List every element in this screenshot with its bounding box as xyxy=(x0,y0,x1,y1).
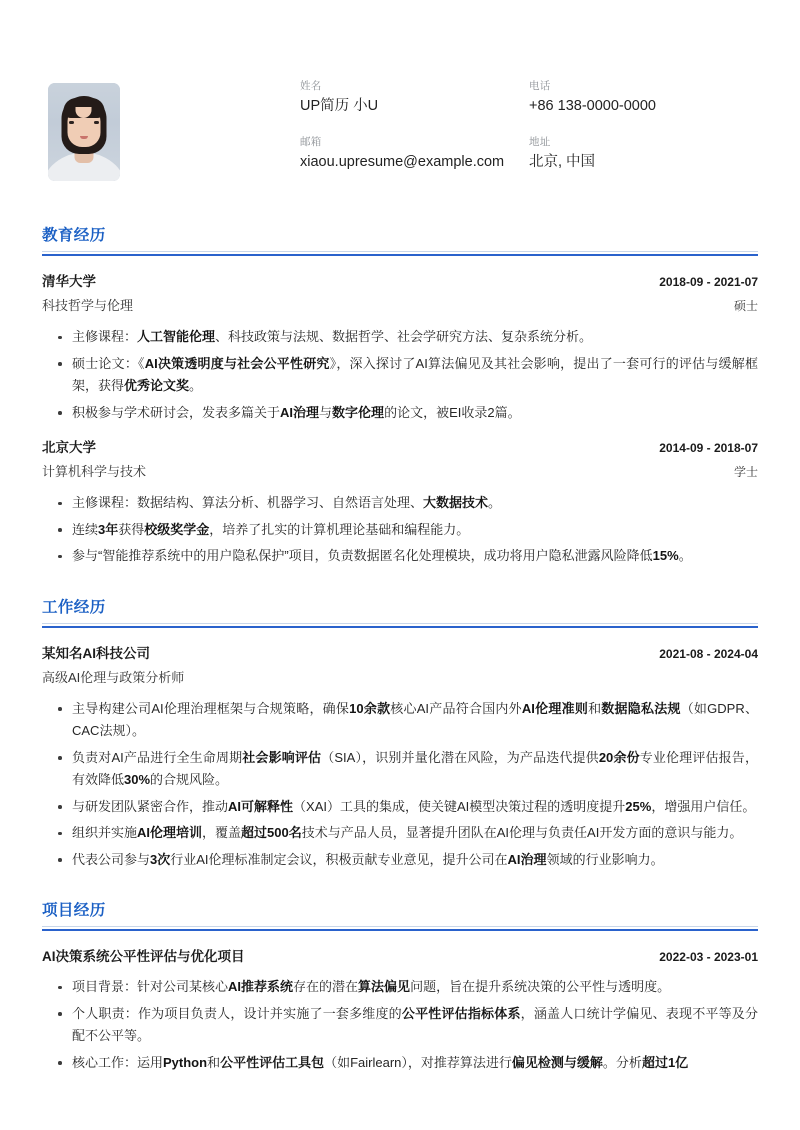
contact-value-name: UP简历 小U xyxy=(300,98,379,114)
entry-role: 计算机科学与技术 xyxy=(42,464,147,479)
entry-date-range: 2014-09 - 2018-07 xyxy=(659,441,758,455)
contact-field-name xyxy=(300,78,529,116)
entry-left xyxy=(42,272,133,317)
entry-left xyxy=(42,438,146,483)
bullet-item: 硕士论文：《AI决策透明度与社会公平性研究》，深入探讨了AI算法偏见及其社会影响，提出了一套可行的评估与缓解框架，获得优秀论文奖。 xyxy=(42,353,758,398)
section-divider xyxy=(42,251,758,256)
entry-degree: 学士 xyxy=(733,465,758,479)
entry-degree: 硕士 xyxy=(733,299,758,313)
bullet-item: 组织并实施AI伦理培训，覆盖超过500名技术与产品人员，显著提升团队在AI伦理与负责任AI开发方面的意识与能力。 xyxy=(42,822,758,845)
contact-value-email: xiaou.upresume@example.com xyxy=(300,154,505,170)
entry-right xyxy=(659,272,758,317)
entry-header xyxy=(42,644,758,689)
entry-organization: AI决策系统公平性评估与优化项目 xyxy=(42,949,245,964)
entry-organization: 某知名AI科技公司 xyxy=(42,645,150,661)
entry xyxy=(42,272,758,424)
entry-left xyxy=(42,644,184,689)
portrait-fringe xyxy=(64,98,105,118)
bullet-item: 个人职责：作为项目负责人，设计并实施了一套多维度的公平性评估指标体系，涵盖人口统计学偏见、表现不平等及分配不公平等。 xyxy=(42,1003,758,1048)
bullet-item: 积极参与学术研讨会，发表多篇关于AI治理与数字伦理的论文，被EI收录2篇。 xyxy=(42,402,758,425)
bullet-list xyxy=(42,976,758,1074)
bullet-item: 连续3年获得校级奖学金，培养了扎实的计算机理论基础和编程能力。 xyxy=(42,519,758,542)
profile-photo xyxy=(48,83,120,181)
bullet-list xyxy=(42,492,758,568)
entry-date-range: 2018-09 - 2021-07 xyxy=(659,275,758,289)
entry xyxy=(42,644,758,872)
entry-left xyxy=(42,947,245,967)
bullet-item: 主导构建公司AI伦理治理框架与合规策略，确保10余款核心AI产品符合国内外AI伦理准则和数据隐私法规（如GDPR、CAC法规）。 xyxy=(42,698,758,743)
entry-role: 科技哲学与伦理 xyxy=(42,298,134,313)
bullet-item: 负责对AI产品进行全生命周期社会影响评估（SIA），识别并量化潜在风险，为产品迭代提供20余份专业伦理评估报告，有效降低30%的合规风险。 xyxy=(42,747,758,792)
bullet-item: 主修课程：数据结构、算法分析、机器学习、自然语言处理、大数据技术。 xyxy=(42,492,758,515)
resume-header xyxy=(42,70,758,190)
entry xyxy=(42,438,758,568)
section-0 xyxy=(42,226,758,568)
section-divider xyxy=(42,623,758,628)
contact-field-email xyxy=(300,134,529,172)
portrait-image xyxy=(48,83,120,181)
resume-sections xyxy=(42,226,758,1074)
entry-date-range: 2021-08 - 2024-04 xyxy=(659,646,758,661)
contact-label-phone: 电话 xyxy=(529,80,551,92)
section-2 xyxy=(42,901,758,1074)
entry-organization: 北京大学 xyxy=(42,440,96,455)
bullet-list xyxy=(42,698,758,872)
section-title: 项目经历 xyxy=(42,902,106,919)
entry-organization: 清华大学 xyxy=(42,274,96,289)
section-divider xyxy=(42,926,758,931)
section-1 xyxy=(42,598,758,872)
entry xyxy=(42,947,758,1074)
bullet-item: 主修课程：人工智能伦理、科技政策与法规、数据哲学、社会学研究方法、复杂系统分析。 xyxy=(42,326,758,349)
entry-header xyxy=(42,947,758,967)
contact-field-phone xyxy=(529,78,758,116)
entry-right xyxy=(659,947,758,967)
bullet-item: 核心工作：运用Python和公平性评估工具包（如Fairlearn），对推荐算法进行偏见检测与缓解。分析超过1亿 xyxy=(42,1052,758,1075)
entry-role: 高级AI伦理与政策分析师 xyxy=(42,669,185,685)
bullet-item: 参与“智能推荐系统中的用户隐私保护”项目，负责数据匿名化处理模块，成功将用户隐私泄露风险降低15%。 xyxy=(42,545,758,568)
section-title: 工作经历 xyxy=(42,598,106,616)
contact-label-address: 地址 xyxy=(529,136,551,148)
portrait-eye-left xyxy=(69,121,74,124)
contact-field-address xyxy=(529,134,758,172)
section-title: 教育经历 xyxy=(42,227,106,244)
contact-info-grid xyxy=(120,70,758,172)
bullet-item: 项目背景：针对公司某核心AI推荐系统存在的潜在算法偏见问题，旨在提升系统决策的公平性与透明度。 xyxy=(42,976,758,999)
contact-value-address: 北京, 中国 xyxy=(529,154,596,170)
entry-date-range: 2022-03 - 2023-01 xyxy=(659,950,758,964)
entry-header xyxy=(42,272,758,317)
entry-right xyxy=(659,438,758,483)
entry-header xyxy=(42,438,758,483)
portrait-eye-right xyxy=(94,121,99,124)
entry-right xyxy=(659,644,758,664)
bullet-list xyxy=(42,326,758,424)
contact-label-email: 邮箱 xyxy=(300,136,322,148)
contact-value-phone: +86 138-0000-0000 xyxy=(529,98,656,114)
contact-label-name: 姓名 xyxy=(300,80,322,92)
bullet-item: 与研发团队紧密合作，推动AI可解释性（XAI）工具的集成，使关键AI模型决策过程的透明度提升25%，增强用户信任。 xyxy=(42,796,758,819)
bullet-item: 代表公司参与3次行业AI伦理标准制定会议，积极贡献专业意见，提升公司在AI治理领域的行业影响力。 xyxy=(42,849,758,872)
